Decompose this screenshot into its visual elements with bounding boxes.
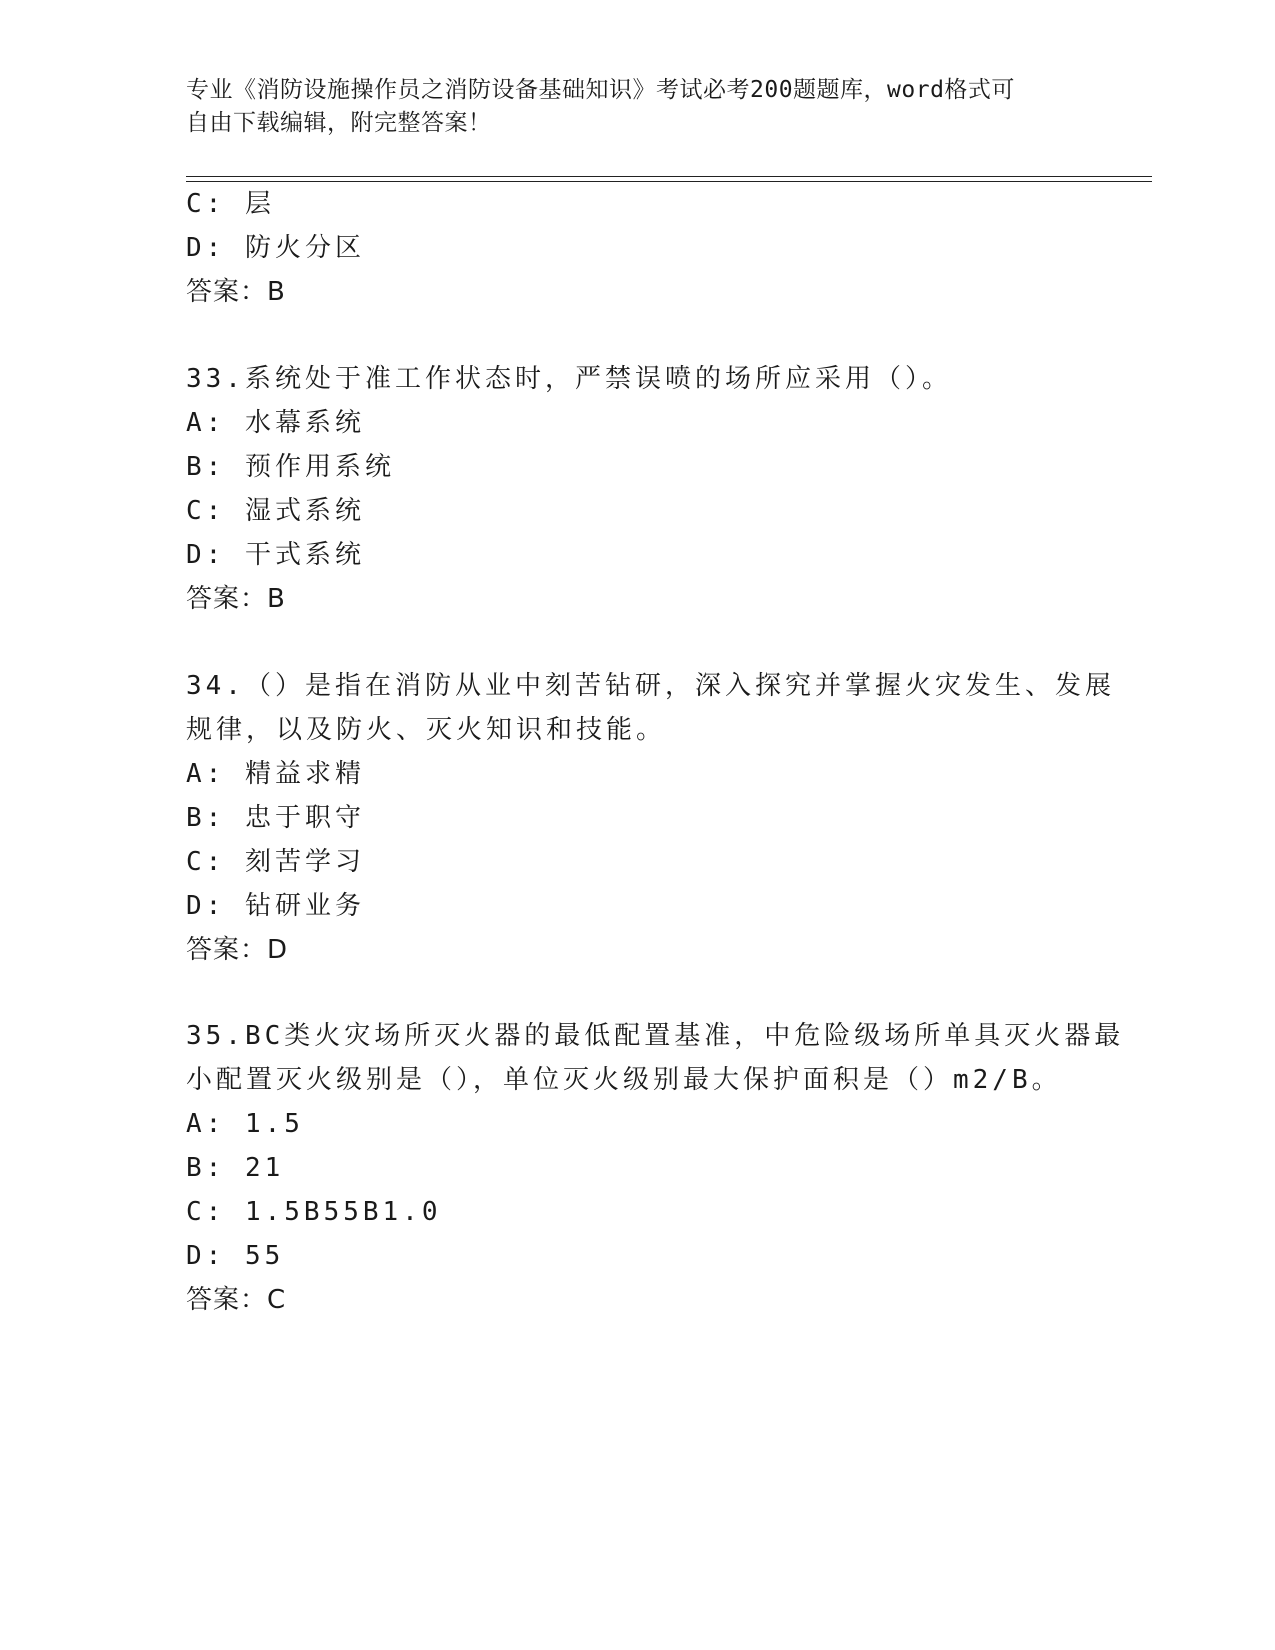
- question-33-option-a: A: 水幕系统: [186, 408, 365, 438]
- question-33-option-c: C: 湿式系统: [186, 496, 365, 526]
- question-35-option-a: A: 1.5: [186, 1109, 304, 1139]
- question-33-answer: 答案：B: [186, 584, 286, 614]
- question-35-option-d: D: 55: [186, 1241, 285, 1271]
- question-35-option-c: C: 1.5B55B1.0: [186, 1197, 442, 1227]
- question-34-option-d: D: 钻研业务: [186, 891, 365, 921]
- question-34-stem-line-1: 34.（）是指在消防从业中刻苦钻研，深入探究并掌握火灾发生、发展: [186, 671, 1115, 701]
- question-34-answer: 答案：D: [186, 935, 289, 965]
- question-35-stem-line-2: 小配置灭火级别是（），单位灭火级别最大保护面积是（）m2/B。: [186, 1065, 1062, 1095]
- prev-option-c: C: 层: [186, 189, 275, 219]
- header-title-line-1: 专业《消防设施操作员之消防设备基础知识》考试必考200题题库，word格式可: [186, 77, 1015, 103]
- question-35-answer: 答案：C: [186, 1285, 287, 1315]
- question-34-stem-line-2: 规律，以及防火、灭火知识和技能。: [186, 715, 667, 745]
- header-rule-bottom: [186, 181, 1152, 182]
- prev-answer: 答案：B: [186, 277, 286, 307]
- question-35-stem-line-1: 35.BC类火灾场所灭火器的最低配置基准，中危险级场所单具灭火器最: [186, 1021, 1125, 1051]
- question-34-option-b: B: 忠于职守: [186, 803, 365, 833]
- question-34-option-a: A: 精益求精: [186, 759, 365, 789]
- question-35-option-b: B: 21: [186, 1153, 285, 1183]
- question-33-option-d: D: 干式系统: [186, 540, 365, 570]
- question-33-stem: 33.系统处于准工作状态时，严禁误喷的场所应采用（）。: [186, 364, 952, 394]
- header-rule-top: [186, 176, 1152, 177]
- prev-option-d: D: 防火分区: [186, 233, 365, 263]
- header-title-line-2: 自由下载编辑，附完整答案！: [186, 110, 492, 136]
- question-34-option-c: C: 刻苦学习: [186, 847, 365, 877]
- question-33-option-b: B: 预作用系统: [186, 452, 395, 482]
- document-header: [186, 74, 1066, 140]
